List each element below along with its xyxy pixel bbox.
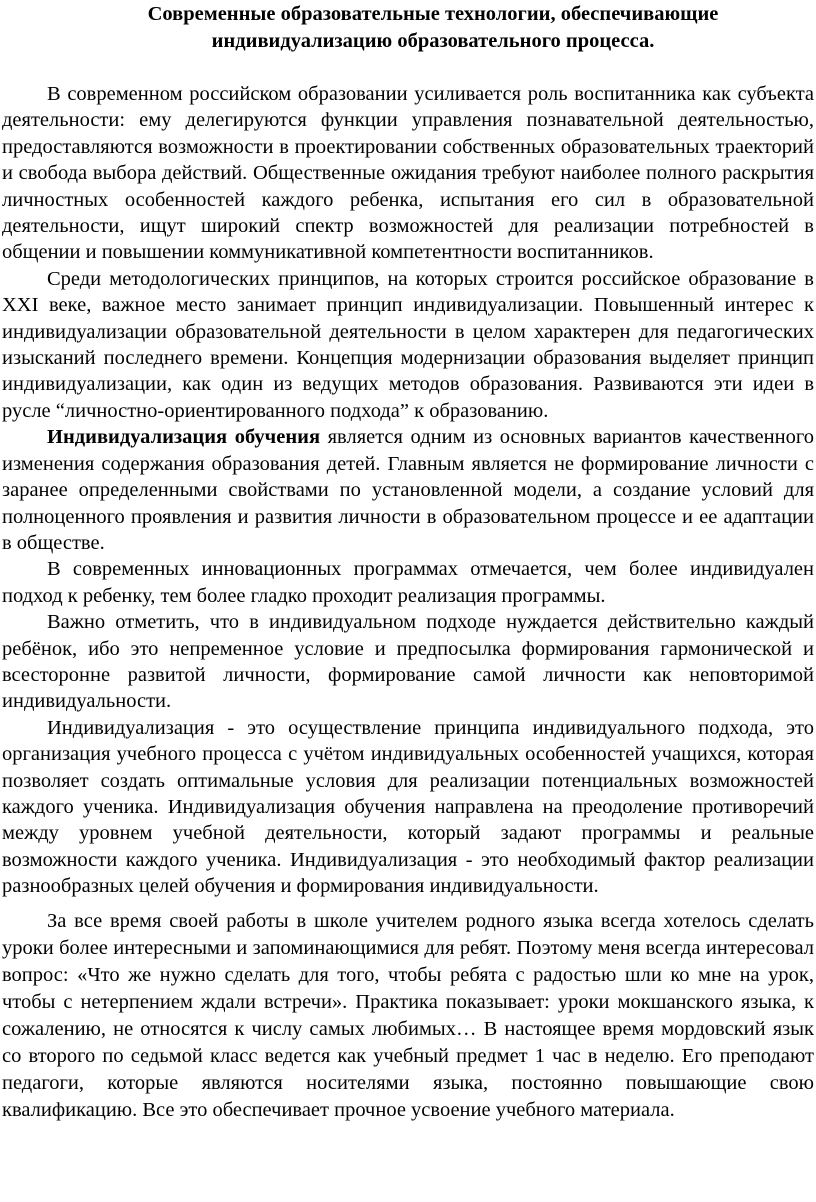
paragraph-2: Среди методологических принципов, на которых строится российское образование в XXI веке, важное место занимает принцип индивидуализации. Повышенный интерес к индивидуализации образовательной деятельности в целом характерен для педагогических изысканий последнего времени. Концепция модернизации образования выделяет принцип индивидуализации, как один из ведущих методов образования. Развиваются эти идеи в русле “личностно-ориентированного подхода” к образованию. [2, 267, 814, 422]
paragraph-3-bold-term: Индивидуализация обучения [47, 426, 321, 449]
paragraph-4: В современных инновационных программах отмечается, чем более индивидуален подход к ребенку, тем более гладко проходит реализация программы. [2, 558, 814, 607]
document-body [2, 81, 814, 900]
paragraph-6: Индивидуализация - это осуществление принципа индивидуального подхода, это организация учебного процесса с учётом индивидуальных особенностей учащихся, которая позволяет создать оптимальные условия для реализации потенциальных возможностей каждого ученика. Индивидуализация обучения направлена на преодоление противоречий между уровнем учебной деятельности, который задают программы и реальные возможности каждого ученика. Индивидуализация - это необходимый фактор реализации разнообразных целей обучения и формирования индивидуальности. [2, 716, 814, 898]
document-title [2, 1, 814, 55]
paragraph-1: В современном российском образовании усиливается роль воспитанника как субъекта деятельности: ему делегируются функции управления познавательной деятельностью, предоставляются возможности в проектировании собственных образовательных траекторий и свобода выбора действий. Общественные ожидания требуют наиболее полного раскрытия личностных особенностей каждого ребенка, испытания его сил в образовательной деятельности, ищут широкий спектр возможностей для реализации потребностей в общении и повышении коммуникативной компетентности воспитанников. [2, 83, 814, 264]
document-page [2, 0, 814, 1124]
paragraph-7: За все время своей работы в школе учителем родного языка всегда хотелось сделать уроки более интересными и запоминающимися для ребят. Поэтому меня всегда интересовал вопрос: «Что же нужно сделать для того, чтобы ребята с радостью шли ко мне на урок, чтобы с нетерпением ждали встречи». Практика показывает: уроки мокшанского языка, к сожалению, не относятся к числу самых любимых… В настоящее время мордовский язык со второго по седьмой класс ведется как учебный предмет 1 час в неделю. Его преподают педагоги, которые являются носителями языка, постоянно повышающие свою квалификацию. Все это обеспечивает прочное усвоение учебного материала. [2, 909, 814, 1121]
paragraph-5: Важно отметить, что в индивидуальном подходе нуждается действительно каждый ребёнок, ибо это непременное условие и предпосылка формирования гармонической и всесторонне развитой личности, формирование самой личности как неповторимой индивидуальности. [2, 611, 814, 713]
paragraph-3-text: является одним из основных вариантов качественного изменения содержания образования детей. Главным является не формирование личности с заранее определенными свойствами по установленной модели, а создание условий для полноценного проявления и развития личности в образовательном процессе и ее адаптации в обществе. [2, 426, 814, 554]
title-line-1: Современные образовательные технологии, обеспечивающие [147, 3, 719, 25]
paragraph-3 [2, 424, 814, 556]
title-line-2: индивидуализацию образовательного процесса. [211, 30, 655, 52]
document-body-continued [2, 908, 814, 1124]
